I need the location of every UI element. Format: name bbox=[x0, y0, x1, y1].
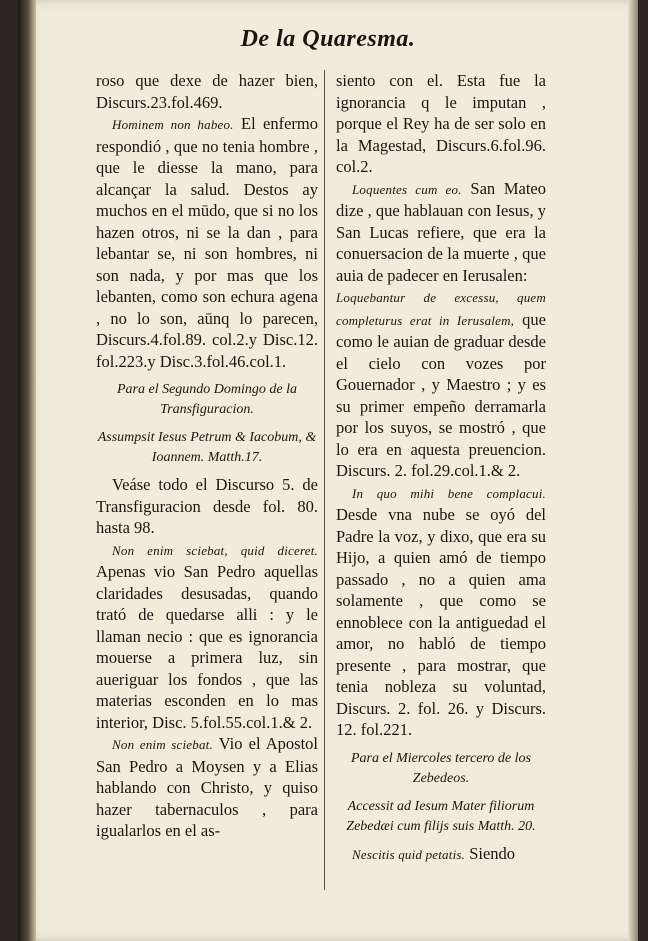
section-heading: Assumpsit Iesus Petrum & Iacobum, & Ioannem. Matth.17. bbox=[97, 430, 317, 465]
running-head: De la Quaresma. bbox=[240, 26, 416, 52]
paragraph-text: Apenas vio San Pedro aquellas claridades desusadas, quando trató de quedarse alli : y le llaman necio : que es ignorancia mouerse a primera luz, sin aueriguar los fondos , que las materias esconden en lo mas interior, Disc. 5.fol.55.col.1.& 2. bbox=[96, 562, 318, 732]
text-paragraph bbox=[96, 70, 318, 113]
right-column bbox=[336, 70, 546, 865]
text-paragraph bbox=[336, 286, 546, 482]
text-paragraph bbox=[96, 474, 318, 539]
latin-citation: Hominem non habeo. bbox=[112, 117, 234, 132]
left-column bbox=[96, 70, 318, 842]
section-heading: Accessit ad Iesum Mater filiorum Zebedæi cum filijs suis Matth. 20. bbox=[346, 798, 536, 834]
text-paragraph bbox=[336, 178, 546, 287]
column-divider bbox=[324, 70, 325, 890]
paragraph-text: Desde vna nube se oyó del Padre la voz, y dixo, que era su Hijo, a quien amó de tiempo passado , no a quien ama solamente , que como se ennoblece con la antiguedad el amor, no habló de tiempo presente , para mostrar, que tenia nobleza su voluntad, Discurs. 2. fol. 26. y Discurs. 12. fol.221. bbox=[336, 505, 546, 739]
text-paragraph bbox=[336, 70, 546, 178]
text-paragraph bbox=[96, 733, 318, 842]
paragraph-text: San Mateo dize , que hablauan con Iesus, y San Lucas refiere, que era la conuersacion de la muerte , que auia de padecer en Ierusalen: bbox=[336, 178, 546, 285]
text-paragraph bbox=[336, 843, 546, 866]
paragraph-text: Siendo bbox=[465, 843, 516, 863]
paragraph-text: roso que dexe de hazer bien, Discurs.23.fol.469. bbox=[96, 71, 318, 112]
latin-citation: Non enim sciebat, quid diceret. bbox=[112, 542, 318, 558]
section-heading: Para el Segundo Domingo de la Transfiguracion. bbox=[116, 382, 298, 417]
paragraph-text: Veáse todo el Discurso 5. de Transfiguracion desde fol. 80. hasta 98. bbox=[96, 475, 318, 537]
latin-citation: Loquentes cum eo. bbox=[352, 181, 462, 197]
text-paragraph bbox=[96, 113, 318, 372]
text-paragraph bbox=[96, 539, 318, 734]
paragraph-text: siento con el. Esta fue la ignorancia q le imputan , porque el Rey ha de ser solo en la Magestad, Discurs.6.fol.96. col.2. bbox=[336, 71, 546, 176]
latin-citation: Non enim sciebat. bbox=[112, 737, 213, 752]
paragraph-text: que como le auian de graduar desde el cielo con vozes por Gouernador , y Maestro ; y es su primer empeño derramarla por los suyos, se mostró , que lo era en aquesta preuencion. Discurs. 2. fol.29.col.1.& 2. bbox=[336, 309, 547, 480]
latin-citation: Loquebantur de excessu, quem completurus erat in Ierusalem, bbox=[336, 290, 546, 328]
section-heading: Para el Miercoles tercero de los Zebedeos. bbox=[350, 750, 531, 786]
latin-citation: In quo mihi bene complacui. bbox=[352, 485, 546, 501]
page-edge bbox=[628, 0, 638, 941]
text-paragraph bbox=[336, 482, 546, 741]
binding-edge bbox=[18, 0, 36, 941]
book-page bbox=[18, 0, 638, 941]
paragraph-text: El enfermo respondió , que no tenia hombre , que le diesse la mano, para alcançar la salud. Destos ay muchos en el mūdo, que si no los hazen otros, ni se la dan , para lebantar se, ni son hombres, ni son nada, y por mas que los lebanten, como son echura agena , no lo son, aūnq lo parecen, Discurs.4.fol.89. col.2.y Disc.12. fol.223.y Disc.3.fol.46.col.1. bbox=[96, 114, 318, 371]
latin-citation: Nescitis quid petatis. bbox=[352, 846, 466, 862]
paragraph-text: Vio el Apostol San Pedro a Moysen y a Elias hablando con Christo, y quiso hazer tabernaculos , para igualarlos en el as- bbox=[96, 734, 319, 840]
